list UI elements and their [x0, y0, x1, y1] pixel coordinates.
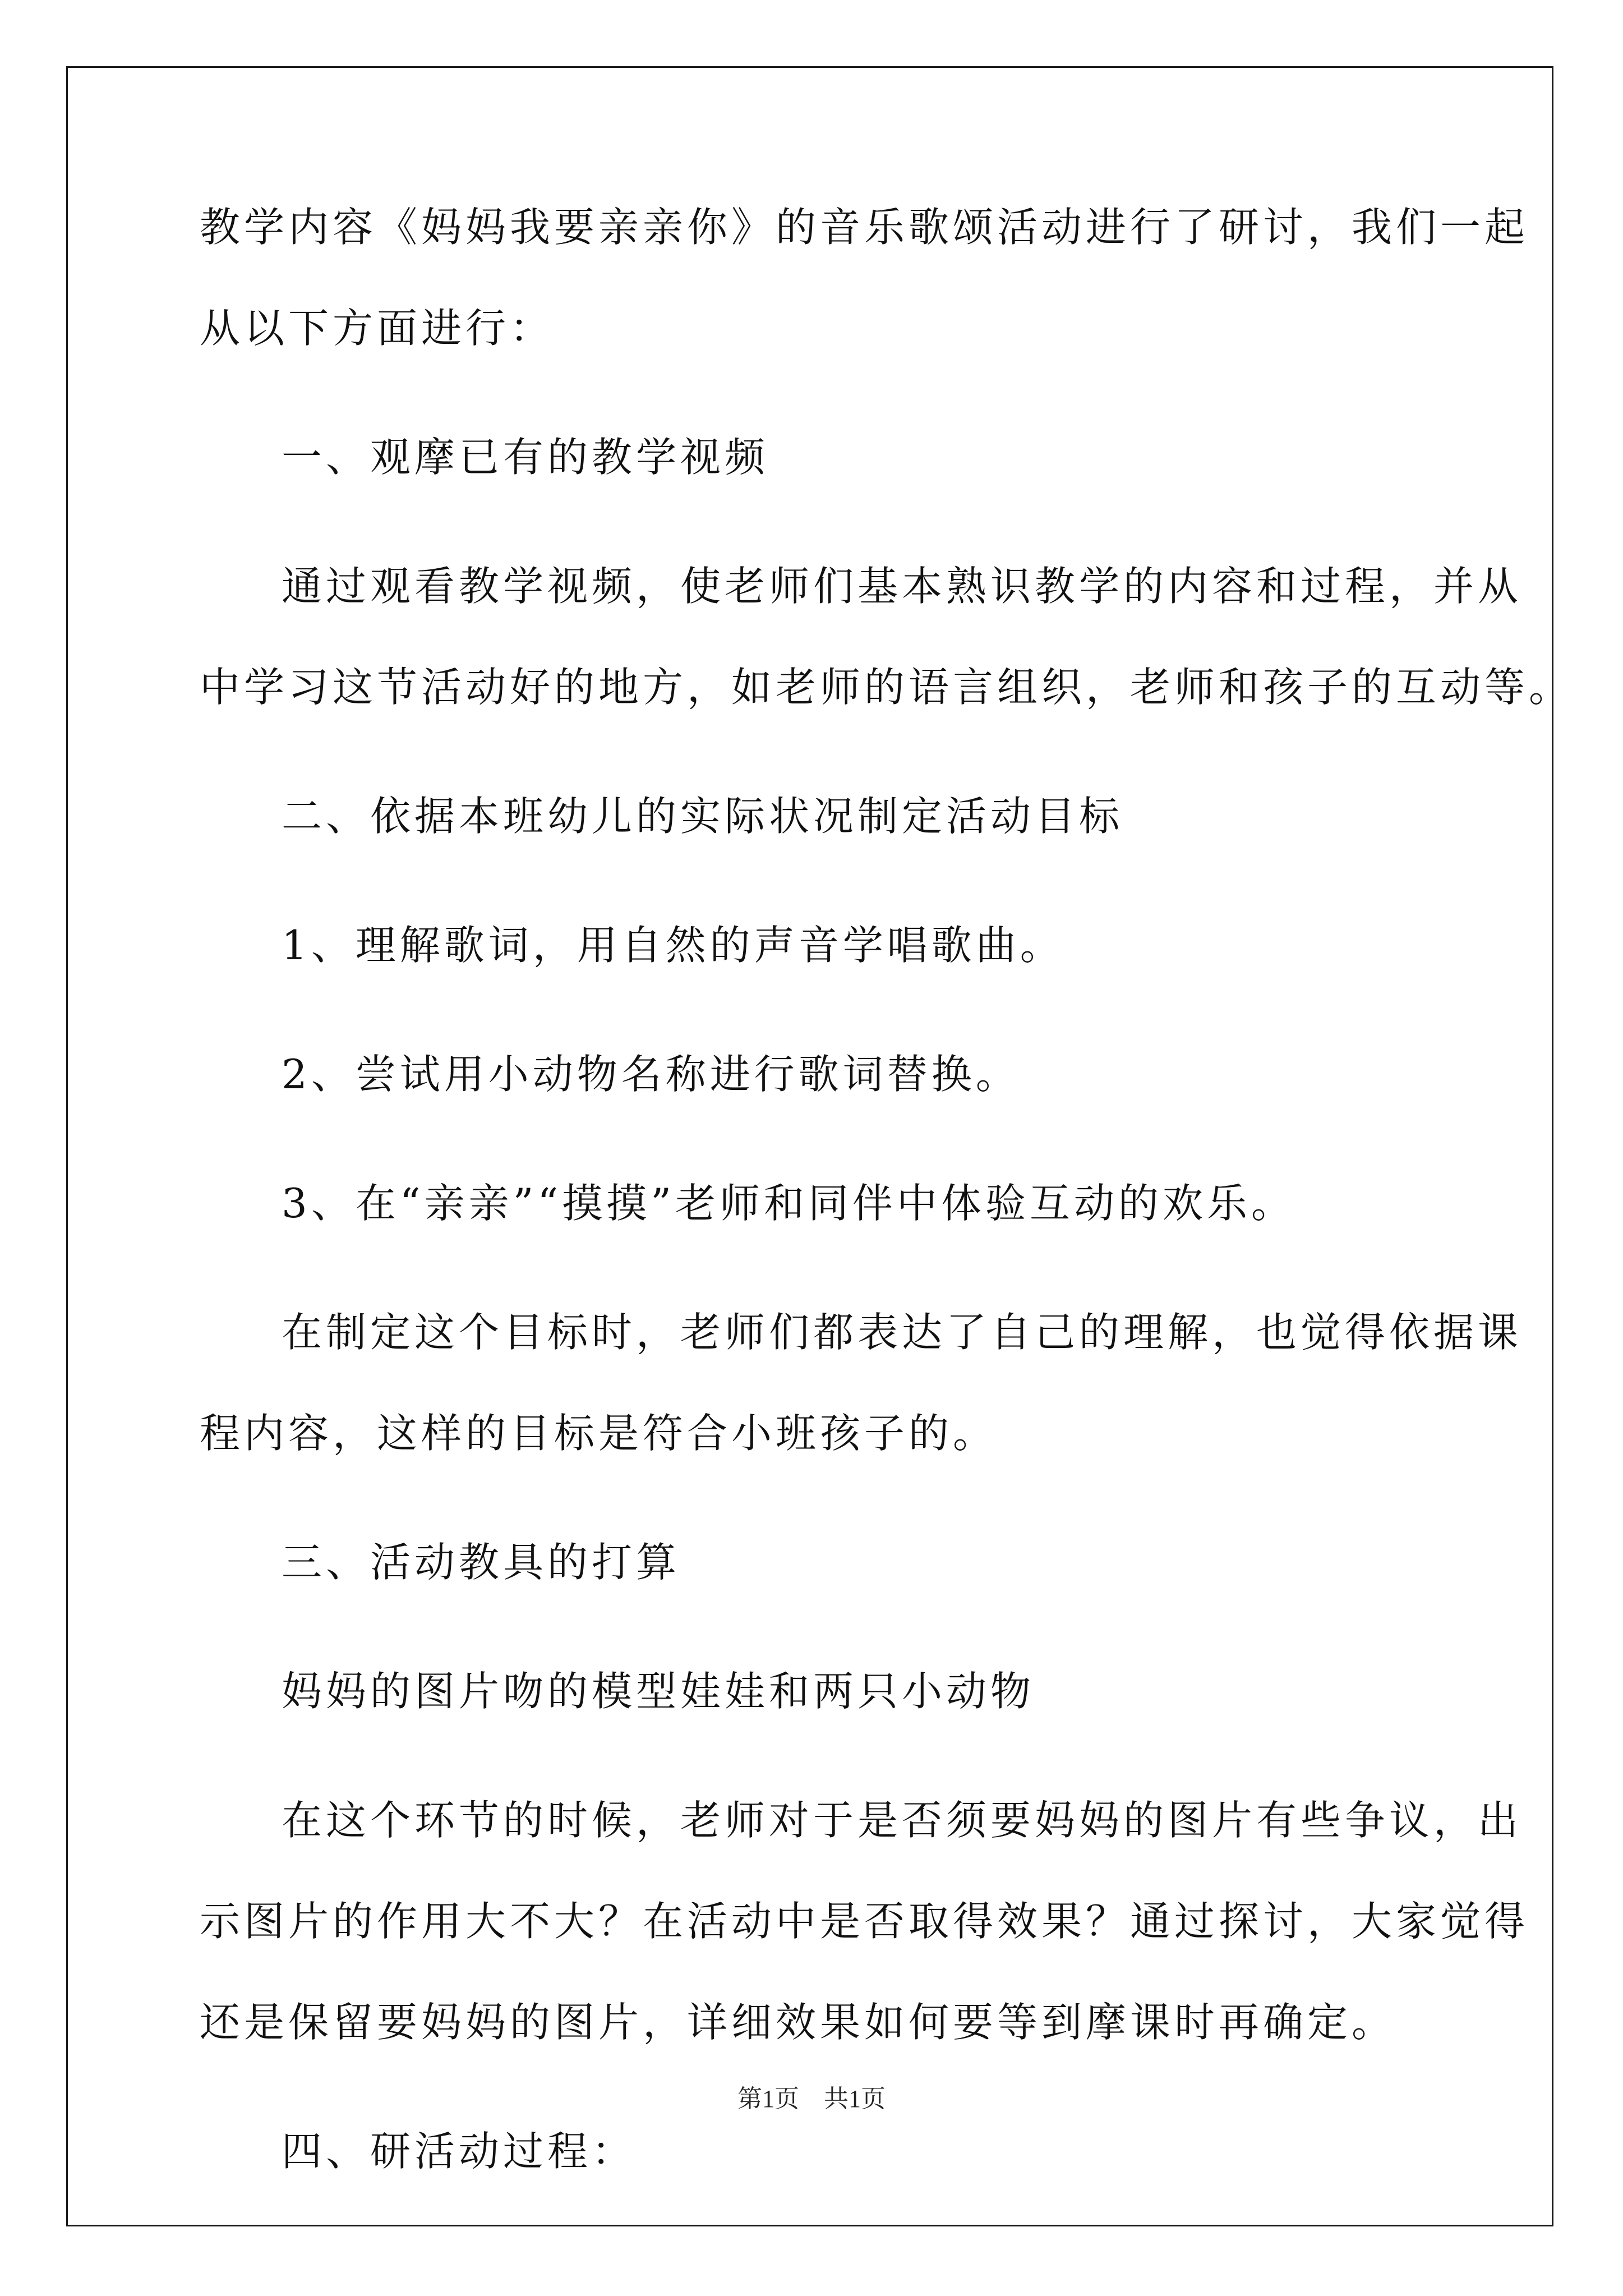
- section-heading: 二、依据本班幼儿的实际状况制定活动目标: [282, 793, 1124, 840]
- list-item: 3、在“亲亲”“摸摸”老师和同伴中体验互动的欢乐。: [282, 1180, 1296, 1227]
- section-heading: 三、活动教具的打算: [282, 1539, 681, 1586]
- page-footer: [0, 2082, 1623, 2116]
- page-number: 第1页: [737, 2085, 799, 2113]
- paragraph-line: 程内容，这样的目标是符合小班孩子的。: [200, 1410, 998, 1457]
- paragraph-line: 在制定这个目标时，老师们都表达了自己的理解，也觉得依据课: [282, 1309, 1523, 1356]
- section-heading: 四、研活动过程：: [282, 2128, 637, 2175]
- paragraph-line: 示图片的作用大不大？在活动中是否取得效果？通过探讨，大家觉得: [200, 1898, 1529, 1945]
- section-heading: 一、观摩已有的教学视频: [282, 434, 769, 481]
- paragraph-line: 教学内容《妈妈我要亲亲你》的音乐歌颂活动进行了研讨，我们一起: [200, 204, 1529, 251]
- paragraph-line: 妈妈的图片吻的模型娃娃和两只小动物: [282, 1668, 1035, 1715]
- paragraph-line: 还是保留要妈妈的图片，详细效果如何要等到摩课时再确定。: [200, 1999, 1396, 2046]
- list-item: 1、理解歌词，用自然的声音学唱歌曲。: [282, 922, 1064, 969]
- page-total: 共1页: [824, 2085, 886, 2113]
- paragraph-line: 在这个环节的时候，老师对于是否须要妈妈的图片有些争议，出: [282, 1797, 1523, 1844]
- paragraph-line: 通过观看教学视频，使老师们基本熟识教学的内容和过程，并从: [282, 563, 1523, 610]
- list-item: 2、尝试用小动物名称进行歌词替换。: [282, 1051, 1020, 1098]
- paragraph-line: 从以下方面进行：: [200, 305, 555, 352]
- paragraph-line: 中学习这节活动好的地方，如老师的语言组织，老师和孩子的互动等。: [200, 664, 1574, 711]
